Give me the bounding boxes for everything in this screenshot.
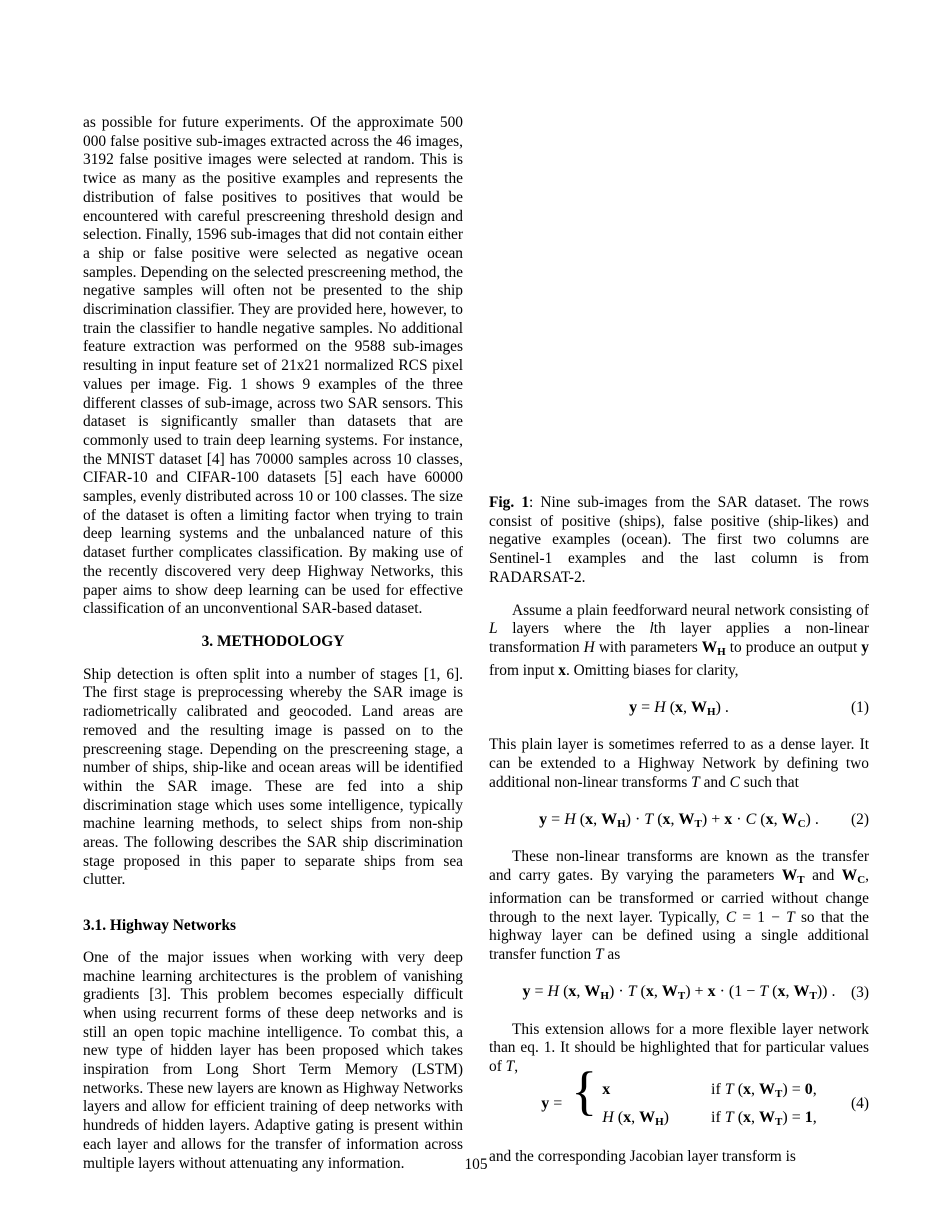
equation-1-number: (1) xyxy=(851,699,869,717)
paragraph-assume: Assume a plain feedforward neural network consisting of L layers where the lth layer applies a non-linear transformation H with parameters WH to produce an output y from input x. Omitting biases for clarity, xyxy=(489,601,869,679)
case-1-value: x xyxy=(602,1080,611,1098)
right-column xyxy=(489,114,869,1166)
equation-4-body: y = { x if T (x, WT) = 0, H (x, WH) if T (x, WT) = 1, xyxy=(541,1061,817,1128)
equation-1 xyxy=(489,697,869,719)
paragraph-dataset-intro: as possible for future experiments. Of the approximate 500 000 false positive sub-images extracted across the 46 images, 3192 false positive images were selected at random. This is twice as many as the positive examples and represents the distribution of false positives to positives that would be encountered with careful prescreening threshold design and selection. Finally, 1596 sub-images that did not contain either a ship or false positive were selected as negative ocean samples. Depending on the selected prescreening method, the negative samples will often not be presented to the ship discrimination classifier. They are provided here, however, to train the classifier to handle negative samples. No additional feature extraction was performed on the 9588 sub-images resulting in input feature set of 21x21 normalized RCS pixel values per image. Fig. 1 shows 9 examples of the three different classes of sub-image, across two SAR sensors. This dataset is significantly smaller than datasets that are commonly used to train deep learning systems. For instance, the MNIST dataset [4] has 70000 samples across 10 classes, CIFAR-10 and CIFAR-100 datasets [5] each have 60000 samples, evenly distributed across 10 or 100 classes. The size of the dataset is often a limiting factor when trying to train deep learning systems and the unbalanced nature of this dataset further complicates classification. By making use of the recently discovered very deep Highway Networks, this paper aims to show deep learning can be used for effective classification of an unconventional SAR-based dataset. xyxy=(83,114,463,618)
equation-4-lhs: y = xyxy=(541,1095,563,1113)
two-column-layout xyxy=(83,114,869,1173)
equation-3-number: (3) xyxy=(851,983,869,1001)
equation-2-body: y = H (x, WH) · T (x, WT) + x · C (x, WC) . xyxy=(539,810,819,830)
paragraph-dense-layer: This plain layer is sometimes referred to as a dense layer. It can be extended to a Highway Network by defining two additional non-linear transforms T and C such that xyxy=(489,736,869,791)
figure-caption-label: Fig. 1 xyxy=(489,494,530,511)
equation-4-number: (4) xyxy=(851,1095,869,1113)
paragraph-highway-networks: One of the major issues when working with very deep machine learning architectures is the problem of vanishing gradients [3]. This problem becomes especially difficult when using recurrent forms of these deep networks and is still an open topic machine intelligence. To combat this, a new type of hidden layer has been proposed which takes inspiration from Long Short Term Memory (LSTM) networks. These new layers are known as Highway Networks layers and allow for efficient training of deep networks with hundreds of hidden layers. Adaptive gating is present within each layer and allows for the transfer of information across multiple layers without attenuating any information. xyxy=(83,948,463,1172)
case-1-condition: if T (x, WT) = 0, xyxy=(711,1080,817,1100)
equation-2 xyxy=(489,809,869,831)
equation-1-body: y = H (x, WH) . xyxy=(629,698,729,718)
cases-grid xyxy=(602,1081,817,1128)
paragraph-extension: This extension allows for a more flexible layer network than eq. 1. It should be highlighted that for particular values of T, xyxy=(489,1020,869,1076)
paragraph-transfer-carry-gates: These non-linear transforms are known as the transfer and carry gates. By varying the parameters WT and WC, information can be transformed or carried without change through to the next layer. Typically, C = 1 − T so that the highway layer can be defined using a single additional transfer function T as xyxy=(489,848,869,963)
case-2-condition: if T (x, WT) = 1, xyxy=(711,1108,817,1128)
figure-caption-text: : Nine sub-images from the SAR dataset. The rows consist of positive (ships), false positive (ship-likes) and negative examples (ocean). The first two columns are Sentinel-1 examples and the last column is from RADARSAT-2. xyxy=(489,494,869,586)
figure-1-image-area xyxy=(489,114,869,494)
left-column xyxy=(83,114,463,1173)
figure-1-caption xyxy=(489,494,869,588)
paragraph-methodology: Ship detection is often split into a number of stages [1, 6]. The first stage is preprocessing whereby the SAR image is radiometrically calibrated and geocoded. Land areas are removed and the resulting image is passed on to the prescreening stage. Depending on the prescreening stage, a number of ships, ship-like and ocean areas will be identified within the SAR image. These are fed into a ship discrimination stage which uses some intelligence, typically machine learning methods, to select ships from non-ship areas. The following describes the SAR ship discrimination stage proposed in this paper to separate ships from sea clutter. xyxy=(83,665,463,889)
section-heading-methodology: 3. METHODOLOGY xyxy=(201,632,345,650)
equation-3-body: y = H (x, WH) · T (x, WT) + x · (1 − T (x, WT)) . xyxy=(522,983,836,1003)
equation-4 xyxy=(489,1061,869,1128)
equation-3 xyxy=(489,982,869,1004)
paragraph-jacobian: and the corresponding Jacobian layer transform is xyxy=(489,1147,796,1165)
subsection-heading-highway-networks: 3.1. Highway Networks xyxy=(83,917,237,935)
page-number: 105 xyxy=(464,1156,488,1173)
case-2-value: H (x, WH) xyxy=(602,1108,669,1128)
equation-2-number: (2) xyxy=(851,811,869,829)
